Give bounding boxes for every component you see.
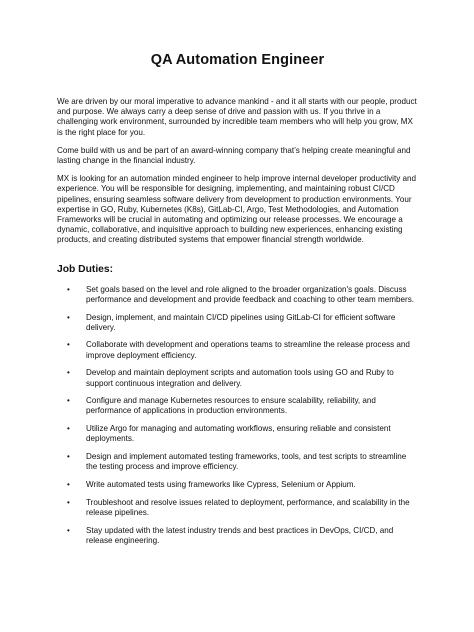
- bullet-icon: •: [67, 396, 70, 406]
- duty-text: Write automated tests using frameworks like Cypress, Selenium or Appium.: [86, 479, 356, 489]
- list-item: [57, 340, 418, 360]
- bullet-icon: •: [67, 452, 70, 462]
- bullet-icon: •: [67, 340, 70, 350]
- list-item: [57, 526, 418, 546]
- duty-text: Develop and maintain deployment scripts and automation tools using GO and Ruby to support continuous integration and delivery.: [86, 368, 394, 388]
- duty-text: Set goals based on the level and role aligned to the broader organization's goals. Discuss performance and development and provide feedback and coaching to other team members.: [86, 284, 414, 304]
- list-item: [57, 313, 418, 333]
- document-title: QA Automation Engineer: [150, 52, 325, 68]
- duty-text: Collaborate with development and operations teams to streamline the release process and improve deployment efficiency.: [86, 340, 410, 360]
- job-duties-list: [57, 285, 418, 546]
- list-item: [57, 498, 418, 518]
- bullet-icon: •: [67, 312, 70, 322]
- duty-text: Design and implement automated testing frameworks, tools, and test scripts to streamline the testing process and improve efficiency.: [86, 452, 407, 472]
- duty-text: Stay updated with the latest industry trends and best practices in DevOps, CI/CD, and release engineering.: [86, 525, 394, 545]
- intro-paragraph: We are driven by our moral imperative to advance mankind - and it all starts with our people, product and purpose. We always carry a deep sense of drive and passion with us. If you thrive in a challenging work environment, surrounded by incredible team members who will help you grow, MX is the right place for you.: [57, 97, 417, 137]
- list-item: [57, 285, 418, 305]
- duty-text: Design, implement, and maintain CI/CD pipelines using GitLab-CI for efficient software delivery.: [86, 312, 396, 332]
- job-duties-heading: Job Duties:: [57, 263, 114, 275]
- list-item: [57, 396, 418, 416]
- list-item: [57, 480, 418, 490]
- bullet-icon: •: [67, 368, 70, 378]
- duty-text: Utilize Argo for managing and automating workflows, ensuring reliable and consistent deployments.: [86, 424, 391, 444]
- bullet-icon: •: [67, 284, 70, 294]
- duty-text: Configure and manage Kubernetes resources to ensure scalability, reliability, and performance of applications in production environments.: [86, 396, 376, 416]
- bullet-icon: •: [67, 525, 70, 535]
- duty-text: Troubleshoot and resolve issues related to deployment, performance, and scalability in the release pipelines.: [86, 497, 410, 517]
- company-paragraph: Come build with us and be part of an award-winning company that’s helping create meaningful and lasting change in the financial industry.: [57, 145, 411, 166]
- list-item: [57, 368, 418, 388]
- list-item: [57, 452, 418, 472]
- list-item: [57, 424, 418, 444]
- bullet-icon: •: [67, 497, 70, 507]
- role-paragraph: MX is looking for an automation minded engineer to help improve internal developer productivity and experience. You will be responsible for designing, implementing, and maintaining robust CI/CD pipelines, ensuring seamless software delivery from development to production environments. Your expertise in GO, Ruby, Kubernetes (K8s), GitLab-CI, Argo, Test Methodologies, and Automation Frameworks will be crucial in automating and optimizing our release processes. We encourage a dynamic, collaborative, and inquisitive approach to building new experiences, enhancing existing products, and creating distributed systems that empower financial strength worldwide.: [57, 174, 417, 245]
- bullet-icon: •: [67, 424, 70, 434]
- bullet-icon: •: [67, 479, 70, 489]
